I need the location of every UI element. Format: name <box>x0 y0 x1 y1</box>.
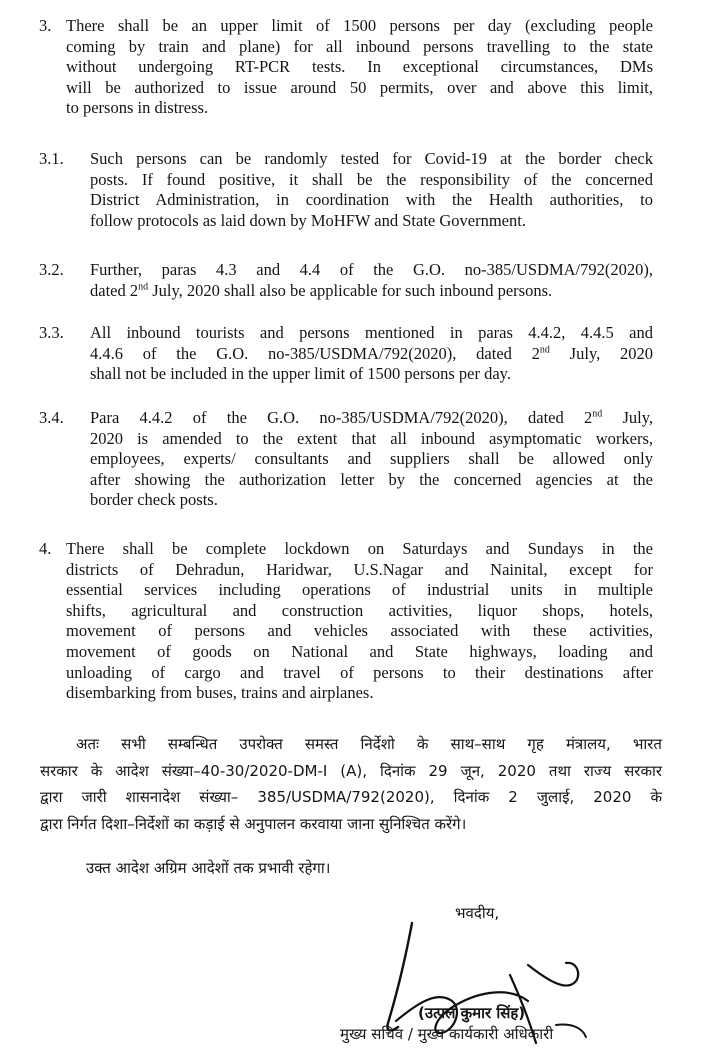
para-text <box>90 260 653 301</box>
para-line: districts of Dehradun, Haridwar, U.S.Nagar and Nainital, except for <box>66 559 653 579</box>
para-text <box>90 149 653 231</box>
para-line: follow protocols as laid down by MoHFW and State Government. <box>90 210 526 230</box>
para-number: 3.2. <box>39 260 64 279</box>
para-line: border check posts. <box>90 490 218 510</box>
para-line: There shall be an upper limit of 1500 persons per day (excluding people <box>66 16 653 35</box>
para-text <box>90 323 653 385</box>
para-line: employees, experts/ consultants and suppliers shall be allowed only <box>90 449 653 469</box>
ordinal-superscript: nd <box>138 281 149 293</box>
para-line: There shall be complete lockdown on Saturdays and Sundays in the <box>66 539 653 558</box>
para-number: 3. <box>39 16 52 35</box>
para-text <box>90 408 653 511</box>
closing-salutation: भवदीय, <box>455 904 500 922</box>
para-line: essential services including operations of industrial units in multiple <box>66 580 653 600</box>
signatory-name: (उत्पल कुमार सिंह) <box>418 1004 526 1022</box>
para-line: Such persons can be randomly tested for Covid-19 at the border check <box>90 149 653 168</box>
para-line: 4.4.6 of the G.O. no-385/USDMA/792(2020), dated 2nd July, 2020 <box>90 343 654 363</box>
para-line: unloading of cargo and travel of persons to their destinations after <box>66 662 653 682</box>
para-line: after showing the authorization letter by the concerned agencies at the <box>90 469 653 489</box>
para-line: will be authorized to issue around 50 permits, over and above this limit, <box>66 77 653 97</box>
validity-line: उक्त आदेश अग्रिम आदेशों तक प्रभावी रहेगा। <box>86 859 331 877</box>
para-number: 4. <box>39 539 52 558</box>
hindi-line: द्वारा निर्गत दिशा–निर्देशों का कड़ाई से अनुपालन करवाया जाना सुनिश्चित करेंगे। <box>40 814 467 833</box>
para-line: movement of goods on National and State highways, loading and <box>66 641 653 661</box>
para-line: 2020 is amended to the extent that all inbound asymptomatic workers, <box>90 428 653 448</box>
para-number: 3.3. <box>39 323 64 342</box>
para-line: shifts, agricultural and construction activities, liquor shops, hotels, <box>66 600 653 620</box>
para-line: movement of persons and vehicles associated with these activities, <box>66 621 653 641</box>
signatory-designation: मुख्य सचिव / मुख्य कार्यकारी अधिकारी <box>340 1025 554 1043</box>
para-number: 3.1. <box>39 149 64 168</box>
hindi-line: द्वारा जारी शासनादेश संख्या– 385/USDMA/792(2020), दिनांक 2 जुलाई, 2020 के <box>40 788 662 806</box>
para-line: posts. If found positive, it shall be the responsibility of the concerned <box>90 169 653 189</box>
para-line: dated 2nd July, 2020 shall also be applicable for such inbound persons. <box>90 280 553 300</box>
para-line: coming by train and plane) for all inbound persons travelling to the state <box>66 36 653 56</box>
ordinal-superscript: nd <box>539 344 550 356</box>
hindi-line: अतः सभी सम्बन्धित उपरोक्त समस्त निर्देशो के साथ–साथ गृह मंत्रालय, भारत <box>76 735 662 753</box>
para-line: Para 4.4.2 of the G.O. no-385/USDMA/792(2020), dated 2nd July, <box>90 408 654 427</box>
para-line: to persons in distress. <box>66 98 209 118</box>
para-number: 3.4. <box>39 408 64 427</box>
para-line: disembarking from buses, trains and airplanes. <box>66 683 374 703</box>
para-line: District Administration, in coordination with the Health authorities, to <box>90 190 653 210</box>
hindi-compliance-paragraph <box>40 731 662 837</box>
para-line: without undergoing RT-PCR tests. In exceptional circumstances, DMs <box>66 57 653 77</box>
para-line: shall not be included in the upper limit of 1500 persons per day. <box>90 364 511 384</box>
para-text <box>66 539 653 704</box>
para-line: Further, paras 4.3 and 4.4 of the G.O. no-385/USDMA/792(2020), <box>90 260 653 279</box>
hindi-line: सरकार के आदेश संख्या–40-30/2020-DM-I (A), दिनांक 29 जून, 2020 तथा राज्य सरकार <box>40 761 662 780</box>
para-text <box>66 16 653 119</box>
para-line: All inbound tourists and persons mentioned in paras 4.4.2, 4.4.5 and <box>90 323 653 342</box>
ordinal-superscript: nd <box>592 408 603 420</box>
